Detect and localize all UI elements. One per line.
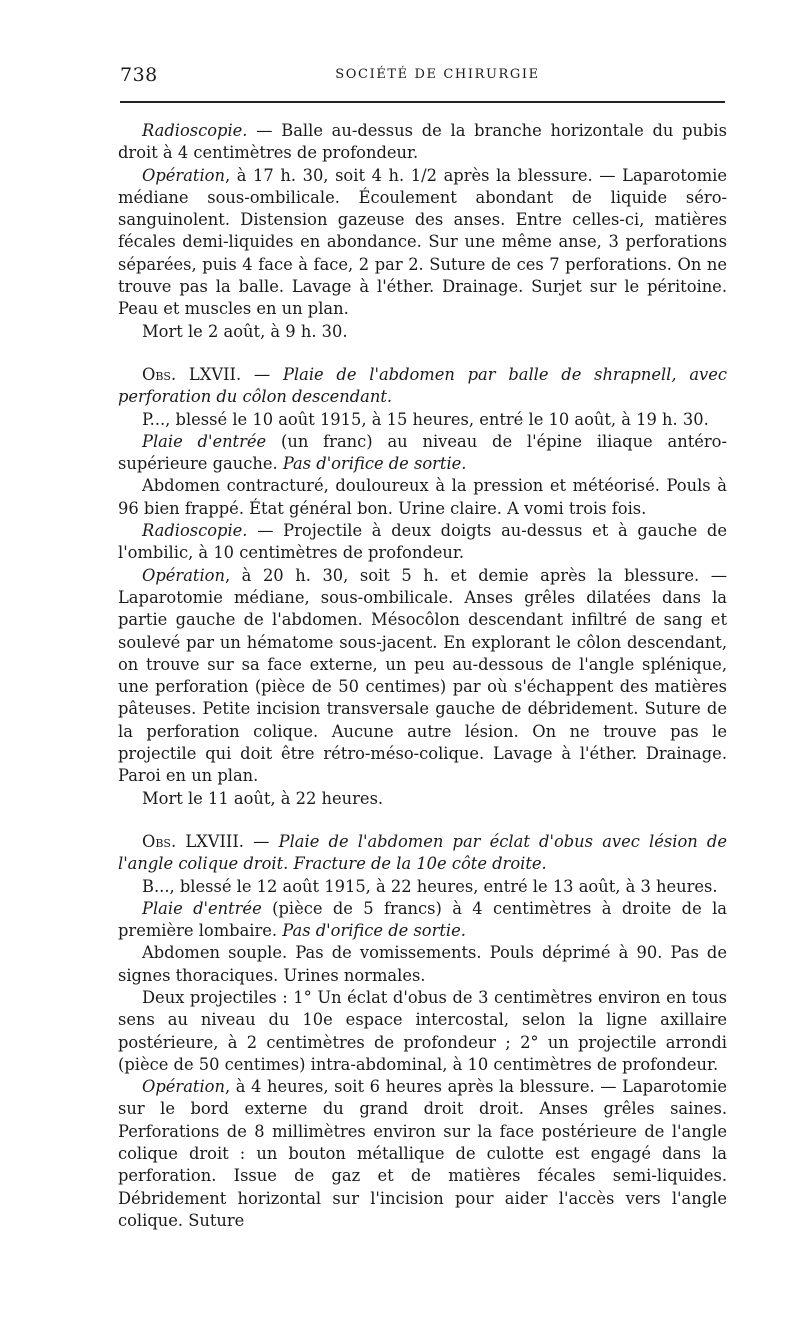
obs68-patient: B..., blessé le 12 août 1915, à 22 heures, entré le 13 août, à 3 heures. (142, 876, 718, 896)
obs67-patient: P..., blessé le 10 août 1915, à 15 heures, entré le 10 août, à 19 h. 30. (142, 409, 709, 429)
obs67-entry: Plaie d'entrée (un franc) au niveau de l'épine iliaque antéro-supérieure gauche. Pas d'orifice de sortie. (118, 431, 727, 474)
running-head: SOCIÉTÉ DE CHIRURGIE (335, 67, 540, 82)
obs67-exam: Abdomen contracturé, douloureux à la pression et météorisé. Pouls à 96 bien frappé. État général bon. Urine claire. A vomi trois fois. (118, 476, 727, 518)
obs68-label: Obs. LXVIII. (142, 831, 244, 851)
radioscopie-label: Radioscopie. (142, 121, 248, 140)
obs67-title: — Plaie de l'abdomen par balle de shrapnell, avec perforation du côlon descendant. (118, 364, 727, 407)
obs67-radioscopie: Radioscopie. — Projectile à deux doigts au-dessus et à gauche de l'ombilic, à 10 centimètres de profondeur. (118, 521, 727, 563)
obs68-operation: Opération, à 4 heures, soit 6 heures après la blessure. — Laparotomie sur le bord externe du grand droit droit. Anses grêles saines. Perforations de 8 millimètres environ sur la face postérieure de l'angle colique droit : un bouton métallique de culotte est engagé dans la perforation. Issue de gaz et de matières fécales semi-liquides. Débridement horizontal sur l'incision pour aider l'accès vers l'angle colique. Suture (118, 1077, 727, 1230)
obs66-death: Mort le 2 août, à 9 h. 30. (142, 321, 348, 341)
obs68-entry: Plaie d'entrée (pièce de 5 francs) à 4 centimètres à droite de la première lombaire. Pas d'orifice de sortie. (118, 898, 727, 941)
obs67-label: Obs. LXVII. (142, 364, 242, 384)
header-rule (120, 101, 725, 103)
obs67-heading (118, 364, 727, 409)
obs68-heading (118, 831, 727, 876)
obs68-projectiles: Deux projectiles : 1° Un éclat d'obus de 3 centimètres environ en tous sens au niveau du 10e espace intercostal, selon la ligne axillaire postérieure, à 2 centimètres de profondeur ; 2° un projectile arrondi (pièce de 50 centimes) intra-abdominal, à 10 centimètres de profondeur. (118, 987, 727, 1074)
obs67-operation: Opération, à 20 h. 30, soit 5 h. et demie après la blessure. — Laparotomie médiane, sous-ombilicale. Anses grêles dilatées dans la partie gauche de l'abdomen. Mésocôlon descendant infiltré de sang et soulevé par un hématome sous-jacent. En explorant le côlon descendant, on trouve sur sa face externe, un peu au-dessous de l'angle splénique, une perforation (pièce de 50 centimes) par où s'échappent des matières pâteuses. Petite incision transversale gauche de débridement. Suture de la perforation colique. Aucune autre lésion. On ne trouve pas le projectile qui doit être rétro-méso-colique. Lavage à l'éther. Drainage. Paroi en un plan. (118, 565, 727, 786)
obs67-death: Mort le 11 août, à 22 heures. (142, 788, 384, 808)
obs68-title: — Plaie de l'abdomen par éclat d'obus avec lésion de l'angle colique droit. Fracture de la 10e côte droite. (118, 831, 727, 874)
body-text (118, 120, 727, 1232)
page-number: 738 (120, 64, 158, 86)
obs68-exam: Abdomen souple. Pas de vomissements. Pouls déprimé à 90. Pas de signes thoraciques. Urines normales. (118, 943, 727, 985)
obs66-radioscopie: Radioscopie. — Balle au-dessus de la branche horizontale du pubis droit à 4 centimètres de profondeur. (118, 121, 727, 163)
page-header (120, 64, 725, 88)
operation-label: Opération (142, 165, 225, 185)
obs66-operation: Opération, à 17 h. 30, soit 4 h. 1/2 après la blessure. — Laparotomie médiane sous-ombilicale. Écoulement abondant de liquide séro-sanguinolent. Distension gazeuse des anses. Entre celles-ci, matières fécales demi-liquides en abondance. Sur une même anse, 3 perforations séparées, puis 4 face à face, 2 par 2. Suture de ces 7 perforations. On ne trouve pas la balle. Lavage à l'éther. Drainage. Surjet sur le péritoine. Peau et muscles en un plan. (118, 165, 727, 319)
